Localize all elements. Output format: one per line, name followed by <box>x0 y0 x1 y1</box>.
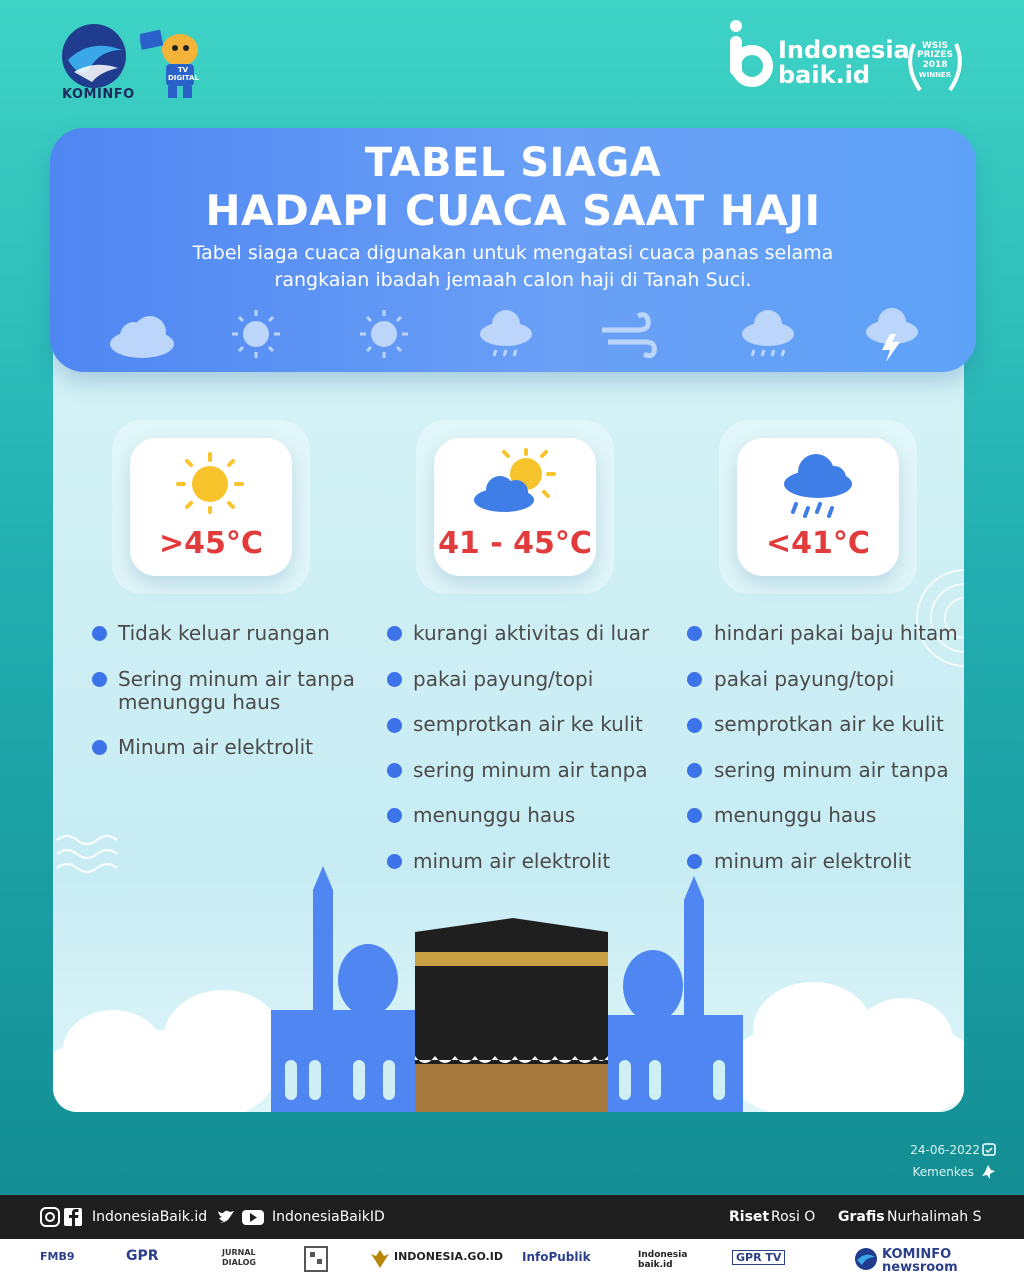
partner-logo-jurnal-dialog: JURNAL DIALOG <box>222 1248 256 1267</box>
research-label: Riset <box>729 1209 770 1225</box>
bullet-dot <box>387 763 402 778</box>
partner-logo-fmb9: FMB9 <box>40 1250 75 1263</box>
pin-icon <box>980 1164 996 1180</box>
partner-logo-infopublik: InfoPublik <box>522 1250 591 1264</box>
bullet-dot <box>687 626 702 641</box>
tip-2-6: minum air elektrolit <box>413 849 611 873</box>
sun-icon <box>170 450 250 514</box>
rain-cloud-icon <box>776 450 860 526</box>
tip-2-3: semprotkan air ke kulit <box>413 712 643 736</box>
brand-line-2: baik.id <box>778 61 871 90</box>
tip-2-2: pakai payung/topi <box>413 667 594 691</box>
partner-logo-indonesia-baik: Indonesia baik.id <box>638 1250 688 1270</box>
garuda-emblem-icon <box>370 1248 390 1270</box>
social-handle-1[interactable]: IndonesiaBaik.id <box>92 1209 208 1225</box>
tip-3-2: pakai payung/topi <box>714 667 895 691</box>
bullet-dot <box>687 672 702 687</box>
tip-3-4: sering minum air tanpa <box>714 758 949 782</box>
tv-digital-mascot-icon <box>140 24 206 100</box>
tip-3-5: menunggu haus <box>714 803 877 827</box>
graphic-name: Nurhalimah S <box>887 1209 982 1225</box>
bullet-dot <box>687 718 702 733</box>
calendar-icon <box>982 1142 996 1156</box>
tip-2-4: sering minum air tanpa <box>413 758 648 782</box>
bullet-dot <box>387 808 402 823</box>
mascot-label: TV DIGITAL <box>168 66 199 82</box>
qr-code-icon <box>304 1246 328 1272</box>
temperature-level-2: 41 - 45°C <box>438 526 592 561</box>
tip-1-2: Sering minum air tanpa menunggu haus <box>118 667 355 714</box>
tip-3-3: semprotkan air ke kulit <box>714 712 944 736</box>
partner-logo-indonesia-go-id: INDONESIA.GO.ID <box>394 1250 503 1263</box>
storm-cloud-icon <box>856 304 928 366</box>
partner-logo-kominfo-newsroom: KOMINFO newsroom <box>882 1247 958 1275</box>
rain-cloud-icon <box>732 304 804 366</box>
award-line-1: WSIS <box>921 41 949 51</box>
bullet-dot <box>687 854 702 869</box>
brand-name <box>778 38 910 88</box>
tip-3-1: hindari pakai baju hitam <box>714 621 958 645</box>
indonesia-baik-logo-icon <box>726 18 774 88</box>
source-label: Kemenkes <box>912 1165 974 1179</box>
mosque-kaaba-illustration <box>53 860 964 1112</box>
subtitle <box>180 240 846 294</box>
partner-logo-gpr: GPR <box>126 1248 159 1264</box>
bullet-dot <box>387 854 402 869</box>
sun-cloud-icon <box>470 448 560 518</box>
partner-logo-gpr-tv: GPR TV <box>732 1250 785 1265</box>
research-name: Rosi O <box>771 1209 816 1225</box>
tip-2-5: menunggu haus <box>413 803 576 827</box>
sun-icon <box>220 304 292 366</box>
bullet-dot <box>687 808 702 823</box>
rain-cloud-icon <box>470 304 542 366</box>
title-line-2: HADAPI CUACA SAAT HAJI <box>205 186 821 235</box>
graphic-label: Grafis <box>838 1209 885 1225</box>
bullet-dot <box>92 672 107 687</box>
award-line-3: 2018 <box>922 59 948 70</box>
temperature-level-3: <41°C <box>766 526 870 561</box>
kominfo-label: KOMINFO <box>62 87 135 102</box>
publish-date: 24-06-2022 <box>910 1143 980 1157</box>
bullet-dot <box>387 672 402 687</box>
sun-icon <box>348 304 420 366</box>
kominfo-newsroom-icon <box>854 1247 878 1271</box>
bullet-dot <box>387 718 402 733</box>
cloud-icon <box>106 304 178 366</box>
twitter-youtube-icon[interactable] <box>216 1207 266 1227</box>
title-line-1: TABEL SIAGA <box>364 140 662 186</box>
tip-1-3: Minum air elektrolit <box>118 735 313 759</box>
tip-3-6: minum air elektrolit <box>714 849 912 873</box>
subtitle-line-2: rangkaian ibadah jemaah calon haji di Tanah Suci. <box>274 269 752 291</box>
subtitle-line-1: Tabel siaga cuaca digunakan untuk mengatasi cuaca panas selama <box>192 242 834 264</box>
tip-2-1: kurangi aktivitas di luar <box>413 621 650 645</box>
award-badge <box>912 42 958 80</box>
tip-1-1: Tidak keluar ruangan <box>118 621 330 645</box>
bullet-dot <box>92 626 107 641</box>
brand-line-1: Indonesia <box>778 36 910 64</box>
bullet-dot <box>687 763 702 778</box>
award-line-4: WINNER <box>918 71 952 80</box>
bullet-dot <box>92 740 107 755</box>
bullet-dot <box>387 626 402 641</box>
wind-icon <box>594 304 666 366</box>
instagram-facebook-icon[interactable] <box>40 1207 82 1227</box>
award-line-2: PRIZES <box>916 50 954 61</box>
social-handle-2[interactable]: IndonesiaBaikID <box>272 1209 385 1225</box>
temperature-level-1: >45°C <box>159 526 263 561</box>
